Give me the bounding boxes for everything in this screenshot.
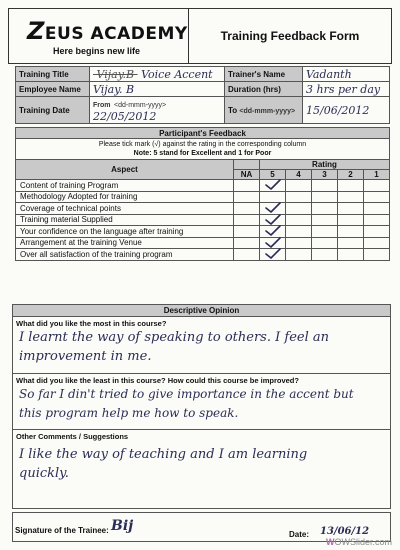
logo-initial: Z (27, 16, 45, 45)
rating-cell-4[interactable] (286, 214, 312, 226)
rating-cell-5[interactable] (260, 191, 286, 203)
rating-cell-3[interactable] (312, 249, 338, 261)
training-info-table (15, 66, 390, 124)
feedback-instruction-text: Please tick mark (√) against the rating in the corresponding column (98, 141, 307, 148)
question-block-most-liked (13, 317, 390, 373)
answer-most-liked-line2: improvement in me. (19, 349, 152, 364)
rating-column-5: 5 (260, 170, 286, 180)
aspect-label: Arrangement at the training Venue (16, 237, 234, 249)
rating-cell-3[interactable] (312, 237, 338, 249)
rating-cell-3[interactable] (312, 203, 338, 215)
tick-mark-icon (265, 179, 281, 191)
rating-cell-5[interactable] (260, 249, 286, 261)
rating-column-1: 1 (364, 170, 390, 180)
rating-column-3: 3 (312, 170, 338, 180)
feedback-instructions (16, 139, 390, 160)
signature-label: Signature of the Trainee: (15, 526, 109, 535)
aspect-label: Coverage of technical points (16, 203, 234, 215)
rating-cell-4[interactable] (286, 203, 312, 215)
rating-header: Rating (260, 160, 390, 170)
rating-cell-2[interactable] (338, 214, 364, 226)
question-comments: Other Comments / Suggestions (16, 432, 129, 441)
answer-least-liked-line2: this program help me how to speak. (19, 406, 239, 420)
aspect-label: Your confidence on the language after training (16, 226, 234, 238)
duration-label: Duration (hrs) (225, 82, 303, 97)
rating-cell-4[interactable] (286, 249, 312, 261)
feedback-note: Note: 5 stand for Excellent and 1 for Poor (133, 150, 272, 157)
rating-cell-1[interactable] (364, 191, 390, 203)
answer-comments-line2: quickly. (19, 466, 69, 481)
rating-cell-2[interactable] (338, 249, 364, 261)
from-date-field (90, 97, 225, 124)
participant-feedback-table (15, 127, 390, 261)
answer-least-liked-line1: So far I din't tried to give importance in the accent but (19, 387, 354, 401)
rating-cell-na[interactable] (234, 180, 260, 192)
feedback-row (16, 203, 390, 215)
rating-cell-5[interactable] (260, 226, 286, 238)
rating-cell-4[interactable] (286, 226, 312, 238)
trainee-signature: Bij (111, 518, 134, 534)
rating-cell-5[interactable] (260, 237, 286, 249)
na-column-spacer (234, 160, 260, 170)
training-title-label: Training Title (16, 67, 90, 82)
rating-cell-4[interactable] (286, 191, 312, 203)
rating-cell-2[interactable] (338, 226, 364, 238)
feedback-row (16, 249, 390, 261)
rating-cell-na[interactable] (234, 203, 260, 215)
logo-tagline: Here begins new life (53, 45, 141, 56)
to-date-value: 15/06/2012 (303, 97, 390, 124)
trainer-name-label: Trainer's Name (225, 67, 303, 82)
date-label: Date: (289, 530, 310, 539)
rating-cell-2[interactable] (338, 180, 364, 192)
rating-cell-4[interactable] (286, 180, 312, 192)
from-date-value: 22/05/2012 (93, 110, 157, 123)
rating-cell-3[interactable] (312, 180, 338, 192)
rating-cell-3[interactable] (312, 191, 338, 203)
feedback-row (16, 237, 390, 249)
aspect-label: Content of training Program (16, 180, 234, 192)
form-header (8, 8, 392, 64)
tick-mark-icon (265, 237, 281, 249)
question-block-least-liked (13, 373, 390, 429)
from-hint: <dd-mmm-yyyy> (114, 102, 167, 109)
rating-cell-na[interactable] (234, 226, 260, 238)
logo-wordmark (27, 17, 188, 45)
from-label: From (93, 102, 111, 109)
rating-cell-1[interactable] (364, 237, 390, 249)
rating-cell-2[interactable] (338, 203, 364, 215)
aspect-label: Over all satisfaction of the training program (16, 249, 234, 261)
employee-name-value: Vijay. B (90, 82, 225, 97)
rating-cell-na[interactable] (234, 237, 260, 249)
rating-cell-2[interactable] (338, 191, 364, 203)
rating-cell-5[interactable] (260, 180, 286, 192)
tick-mark-icon (265, 225, 281, 237)
logo-brand: EUS ACADEMY (44, 23, 188, 44)
feedback-row (16, 214, 390, 226)
rating-cell-2[interactable] (338, 237, 364, 249)
feedback-row (16, 226, 390, 238)
descriptive-opinion-section (12, 304, 391, 509)
rating-cell-1[interactable] (364, 214, 390, 226)
rating-cell-4[interactable] (286, 237, 312, 249)
training-title-value: Vijay.B Voice Accent (90, 67, 225, 82)
tick-mark-icon (265, 202, 281, 214)
aspect-label: Methodology Adopted for training (16, 191, 234, 203)
answer-comments-line1: I like the way of teaching and I am learning (19, 447, 308, 462)
date-value: 13/06/12 (320, 526, 370, 537)
rating-cell-5[interactable] (260, 203, 286, 215)
duration-value: 3 hrs per day (303, 82, 390, 97)
feedback-row (16, 191, 390, 203)
trainer-name-value: Vadanth (303, 67, 390, 82)
feedback-row (16, 180, 390, 192)
question-least-liked: What did you like the least in this course? How could this course be improved? (16, 376, 299, 385)
descriptive-title: Descriptive Opinion (13, 305, 390, 317)
rating-cell-1[interactable] (364, 203, 390, 215)
employee-name-label: Employee Name (16, 82, 90, 97)
rating-cell-3[interactable] (312, 214, 338, 226)
tick-mark-icon (265, 214, 281, 226)
aspect-label: Training material Supplied (16, 214, 234, 226)
question-block-comments (13, 429, 390, 509)
rating-cell-1[interactable] (364, 226, 390, 238)
watermark: WOWSlider.com (325, 537, 392, 547)
rating-cell-3[interactable] (312, 226, 338, 238)
form-title: Training Feedback Form (220, 29, 360, 43)
to-date-label: To <dd-mmm-yyyy> (225, 97, 303, 124)
rating-cell-na[interactable] (234, 214, 260, 226)
rating-cell-na[interactable] (234, 191, 260, 203)
aspect-header: Aspect (16, 160, 234, 180)
academy-logo (9, 9, 189, 63)
training-date-label: Training Date (16, 97, 90, 124)
answer-most-liked-line1: I learnt the way of speaking to others. I feel an (19, 330, 329, 345)
rating-column-2: 2 (338, 170, 364, 180)
question-most-liked: What did you like the most in this course? (16, 319, 167, 328)
rating-cell-5[interactable] (260, 214, 286, 226)
rating-cell-1[interactable] (364, 249, 390, 261)
rating-cell-na[interactable] (234, 249, 260, 261)
tick-mark-icon (265, 248, 281, 260)
rating-column-na: NA (234, 170, 260, 180)
rating-cell-1[interactable] (364, 180, 390, 192)
rating-column-4: 4 (286, 170, 312, 180)
feedback-title: Participant's Feedback (16, 128, 390, 139)
